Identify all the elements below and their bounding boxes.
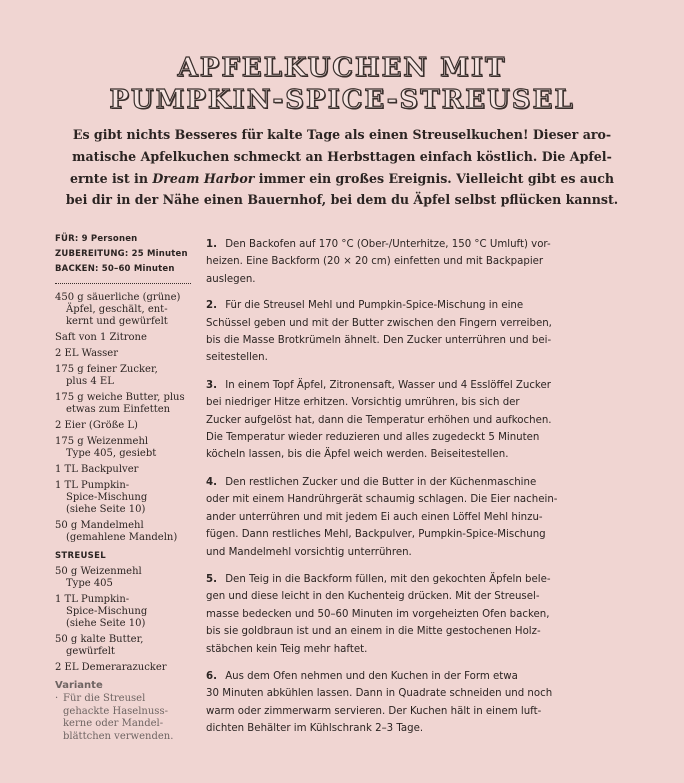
variante-line: blättchen verwenden. [63, 730, 174, 742]
ingredient-line: (gemahlene Mandeln) [66, 532, 178, 543]
step-line: ander unterrühren und mit jedem Ei auch einen Löffel Mehl hinzu- [206, 511, 543, 523]
step-number: 1. [206, 239, 217, 250]
ingredient-line: Äpfel, geschält, ent- [66, 304, 168, 315]
ingredient-item [55, 420, 193, 432]
variante-line: Für die Streusel [63, 693, 146, 704]
ingredient-line: 1 TL Backpulver [55, 464, 139, 475]
ingredient-item [55, 292, 193, 328]
ingredient-line: (siehe Seite 10) [66, 618, 146, 629]
ingredient-line: 1 TL Pumpkin- [55, 594, 130, 605]
ingredient-item [55, 364, 193, 388]
intro-line: bei dir in der Nähe einen Bauernhof, bei dem du Äpfel selbst pflücken kannst. [65, 192, 619, 208]
instruction-step [206, 377, 576, 464]
step-number: 5. [206, 573, 217, 585]
ingredient-line: Spice-Mischung [66, 606, 148, 617]
ingredient-item [55, 348, 193, 360]
bullet-icon: · [55, 693, 59, 704]
ingredient-line: 450 g säuerliche (grüne) [55, 292, 181, 303]
step-line: bis sie goldbraun ist und an einem in die Mitte gestochenen Holz- [206, 626, 541, 638]
ingredient-item [55, 436, 193, 460]
ingredient-line: Spice-Mischung [66, 492, 148, 503]
instruction-steps [206, 236, 576, 748]
ingredient-line: 1 TL Pumpkin- [55, 480, 130, 491]
step-line: 1. Den Backofen auf 170 °C (Ober-/Unterhitze, 150 °C Umluft) vor- [206, 239, 551, 250]
step-line: Schüssel geben und mit der Butter zwischen den Fingern verreiben, [206, 317, 552, 329]
step-line: bei niedriger Hitze erhitzen. Vorsichtig umrühren, bis sich der [206, 397, 520, 409]
recipe-title [0, 52, 684, 116]
step-line: Zucker aufgelöst hat, dann die Temperatur erhöhen und aufkochen. [206, 414, 552, 426]
ingredient-line: etwas zum Einfetten [66, 404, 171, 415]
ingredient-line: gewürfelt [66, 646, 115, 657]
step-line: gen und diese leicht in den Kuchenteig drücken. Mit der Streusel- [206, 591, 540, 603]
step-line: masse bedecken und 50–60 Minuten im vorgeheizten Ofen backen, [206, 608, 550, 620]
instruction-step [206, 668, 576, 738]
step-line: und Mandelmehl vorsichtig unterrühren. [206, 546, 412, 558]
step-line: fügen. Dann restliches Mehl, Backpulver, Pumpkin-Spice-Mischung [206, 529, 546, 541]
intro-line: matische Apfelkuchen schmeckt an Herbsttagen einfach köstlich. Die Apfel- [72, 148, 612, 164]
dotted-divider [55, 283, 191, 284]
ingredient-list [55, 292, 193, 544]
ingredient-line: plus 4 EL [66, 376, 114, 387]
step-line: bis die Masse Brotkrümeln ähnelt. Den Zucker unterrühren und bei- [206, 335, 552, 347]
step-number: 6. [206, 670, 217, 682]
bake-time-label: BACKEN: 50–60 Minuten [55, 264, 175, 274]
variante-line: gehackte Haselnuss- [63, 705, 168, 717]
ingredient-line: Saft von 1 Zitrone [55, 332, 147, 343]
ingredient-item [55, 480, 193, 516]
intro-paragraph [50, 124, 634, 211]
step-line: seitestellen. [206, 352, 268, 364]
ingredient-line: (siehe Seite 10) [66, 504, 146, 515]
streusel-heading: STREUSEL [55, 551, 106, 561]
ingredient-item [55, 332, 193, 344]
ingredient-item [55, 662, 193, 674]
ingredient-item [55, 594, 193, 630]
step-line: 5. Den Teig in die Backform füllen, mit den gekochten Äpfeln bele- [206, 573, 551, 585]
step-line: heizen. Eine Backform (20 × 20 cm) einfetten und mit Backpapier [206, 256, 544, 268]
instruction-step [206, 236, 576, 288]
instruction-step [206, 297, 576, 367]
variante-text [55, 693, 193, 743]
step-line: dichten Behälter im Kühlschrank 2–3 Tage. [206, 723, 424, 735]
prep-time-label: ZUBEREITUNG: 25 Minuten [55, 249, 188, 259]
place-name: Dream Harbor [152, 170, 255, 186]
variante-line: kerne oder Mandel- [63, 718, 164, 729]
ingredient-line: 50 g Mandelmehl [55, 520, 144, 531]
ingredient-line: 50 g kalte Butter, [55, 634, 144, 645]
ingredient-line: 175 g Weizenmehl [55, 436, 149, 447]
ingredient-line: 2 EL Wasser [55, 348, 118, 359]
intro-line: Es gibt nichts Besseres für kalte Tage als einen Streuselkuchen! Dieser aro- [72, 127, 612, 142]
streusel-list [55, 566, 193, 674]
step-line: 4. Den restlichen Zucker und die Butter in der Küchenmaschine [206, 476, 537, 488]
title-line-1: APFELKUCHEN MIT [177, 53, 507, 83]
step-line: stäbchen kein Teig mehr haftet. [206, 643, 368, 655]
ingredient-line: Type 405, gesiebt [66, 448, 157, 459]
step-number: 3. [206, 379, 217, 391]
step-line: auslegen. [206, 273, 256, 285]
ingredient-item [55, 392, 193, 416]
instruction-step [206, 474, 576, 561]
ingredient-line: 175 g weiche Butter, plus [55, 392, 185, 403]
ingredient-line: 2 Eier (Größe L) [55, 420, 138, 431]
intro-line: ernte ist in Dream Harbor immer ein großes Ereignis. Vielleicht gibt es auch [69, 170, 615, 186]
step-line: 3. In einem Topf Äpfel, Zitronensaft, Wasser und 4 Esslöffel Zucker [206, 379, 551, 391]
step-line: oder mit einem Handrührgerät schaumig schlagen. Die Eier nachein- [206, 494, 558, 506]
ingredient-item [55, 520, 193, 544]
servings-label: FÜR: 9 Personen [55, 234, 138, 244]
step-number: 2. [206, 300, 217, 312]
ingredient-line: kernt und gewürfelt [66, 316, 168, 327]
ingredient-line: 175 g feiner Zucker, [55, 364, 158, 375]
step-line: 30 Minuten abkühlen lassen. Dann in Quadrate schneiden und noch [206, 688, 553, 700]
instruction-step [206, 571, 576, 658]
step-line: warm oder zimmerwarm servieren. Der Kuchen hält in einem luft- [206, 705, 542, 717]
ingredient-item [55, 566, 193, 590]
ingredient-item [55, 464, 193, 476]
title-line-2: PUMPKIN-SPICE-STREUSEL [109, 85, 575, 115]
ingredients-sidebar [55, 232, 193, 743]
ingredient-line: Type 405 [66, 578, 113, 589]
step-line: 6. Aus dem Ofen nehmen und den Kuchen in der Form etwa [206, 670, 518, 682]
step-number: 4. [206, 476, 217, 488]
step-line: 2. Für die Streusel Mehl und Pumpkin-Spice-Mischung in eine [206, 300, 524, 312]
ingredient-line: 50 g Weizenmehl [55, 566, 142, 577]
step-line: köcheln lassen, bis die Äpfel weich werden. Beiseitestellen. [206, 449, 509, 461]
variante-heading: Variante [55, 680, 103, 691]
ingredient-line: 2 EL Demerarazucker [55, 662, 167, 673]
step-line: Die Temperatur wieder reduzieren und alles zugedeckt 5 Minuten [206, 432, 540, 444]
ingredient-item [55, 634, 193, 658]
